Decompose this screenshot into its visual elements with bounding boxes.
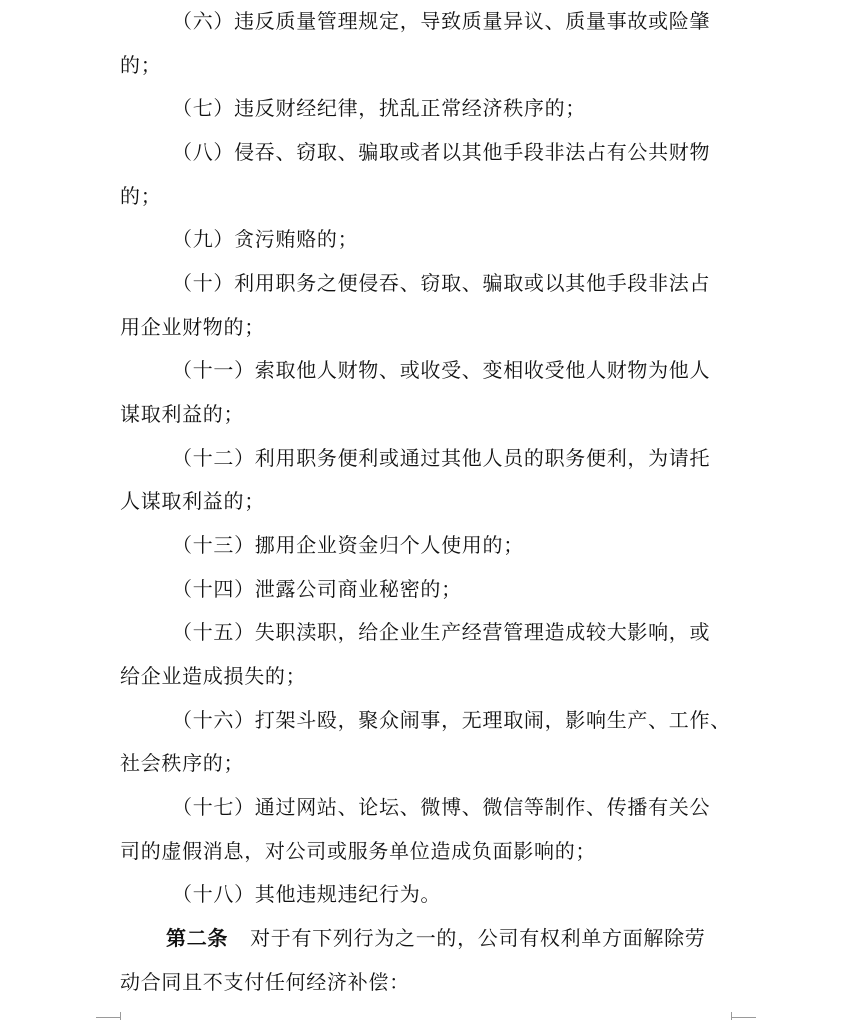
paragraph-line: 人谋取利益的； [120, 489, 265, 513]
article-text: 对于有下列行为之一的，公司有权利单方面解除劳 [250, 926, 706, 950]
paragraph-line: （十八）其他违规违纪行为。 [172, 882, 442, 906]
paragraph-line: （十三）挪用企业资金归个人使用的； [172, 533, 524, 557]
paragraph-line: （九）贪污贿赂的； [172, 227, 359, 251]
paragraph-line: 用企业财物的； [120, 315, 265, 339]
page-corner-mark [731, 1012, 732, 1020]
paragraph-line: （十）利用职务之便侵吞、窃取、骗取或以其他手段非法占 [172, 271, 711, 295]
page-corner-mark [96, 1017, 120, 1018]
paragraph-line: （十七）通过网站、论坛、微博、微信等制作、传播有关公 [172, 795, 711, 819]
paragraph-line: （七）违反财经纪律，扰乱正常经济秩序的； [172, 96, 586, 120]
paragraph-line: （八）侵吞、窃取、骗取或者以其他手段非法占有公共财物 [172, 140, 711, 164]
paragraph-line: 的； [120, 184, 162, 208]
article-heading: 第二条 [166, 926, 229, 950]
article-line [166, 925, 778, 951]
paragraph-line: 司的虚假消息，对公司或服务单位造成负面影响的； [120, 839, 597, 863]
paragraph-line: 社会秩序的； [120, 751, 245, 775]
article-continuation: 动合同且不支付任何经济补偿： [120, 970, 410, 994]
paragraph-line: （十二）利用职务便利或通过其他人员的职务便利，为请托 [172, 446, 711, 470]
page-corner-mark [120, 1012, 121, 1020]
paragraph-line: （六）违反质量管理规定，导致质量异议、质量事故或险肇 [172, 9, 711, 33]
paragraph-line: 的； [120, 53, 162, 77]
paragraph-line: （十四）泄露公司商业秘密的； [172, 577, 462, 601]
page-corner-mark [732, 1017, 756, 1018]
paragraph-line: 谋取利益的； [120, 402, 245, 426]
paragraph-line: 给企业造成损失的； [120, 664, 307, 688]
paragraph-line: （十五）失职渎职，给企业生产经营管理造成较大影响，或 [172, 620, 711, 644]
paragraph-line: （十一）索取他人财物、或收受、变相收受他人财物为他人 [172, 358, 711, 382]
paragraph-line: （十六）打架斗殴，聚众闹事，无理取闹，影响生产、工作、 [172, 708, 731, 732]
